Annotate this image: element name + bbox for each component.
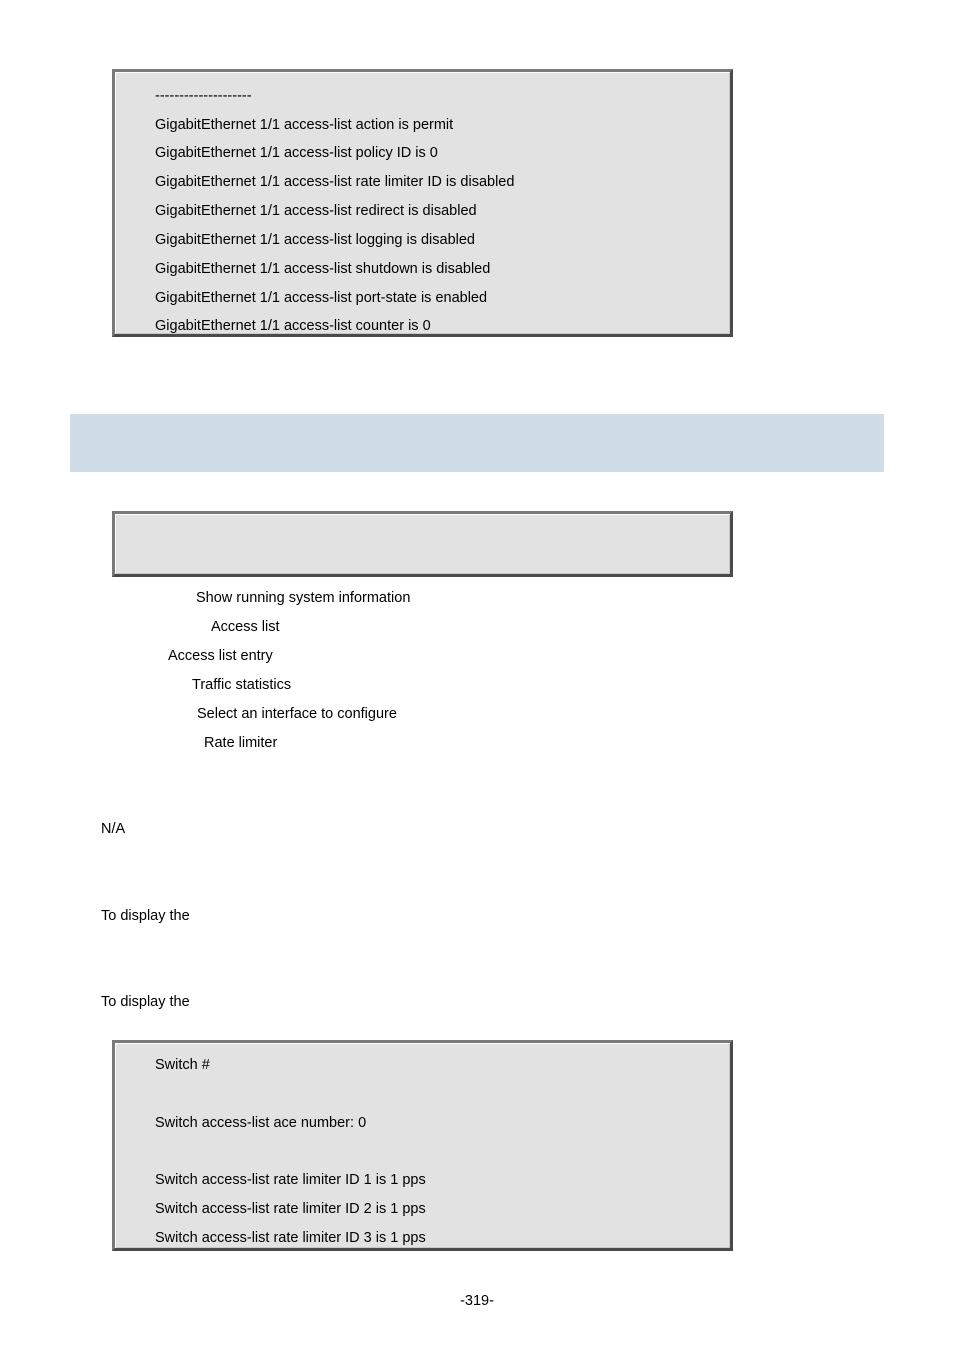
param-description: Traffic statistics (192, 677, 292, 693)
param-description: Show running system information (196, 590, 411, 606)
param-description: Rate limiter (204, 735, 278, 751)
page-number: -319- (460, 1293, 494, 1309)
output-line: GigabitEthernet 1/1 access-list rate limiter ID is disabled (155, 174, 515, 190)
output-box-switch-acl (112, 1040, 733, 1251)
output-line: Switch # (155, 1057, 210, 1073)
output-line: Switch access-list rate limiter ID 1 is 1 pps (155, 1172, 426, 1188)
param-description: Access list (211, 619, 280, 635)
default-value: N/A (101, 821, 126, 837)
param-description: Access list entry (168, 648, 273, 664)
param-description: Select an interface to configure (197, 706, 397, 722)
output-line: GigabitEthernet 1/1 access-list counter is 0 (155, 318, 431, 334)
output-line: GigabitEthernet 1/1 access-list redirect is disabled (155, 203, 477, 219)
output-line: Switch access-list rate limiter ID 3 is 1 pps (155, 1230, 426, 1246)
output-line: Switch access-list rate limiter ID 2 is 1 pps (155, 1201, 426, 1217)
output-line: GigabitEthernet 1/1 access-list policy ID is 0 (155, 145, 438, 161)
output-line: GigabitEthernet 1/1 access-list port-state is enabled (155, 290, 488, 306)
usage-text: To display the (101, 908, 190, 924)
output-line: GigabitEthernet 1/1 access-list action is permit (155, 117, 454, 133)
example-text: To display the (101, 994, 190, 1010)
section-heading-band (70, 414, 884, 472)
command-syntax-box (112, 511, 733, 577)
output-line: -------------------- (155, 88, 252, 104)
output-box-interface-acl (112, 69, 733, 337)
output-line: GigabitEthernet 1/1 access-list shutdown is disabled (155, 261, 491, 277)
output-line: Switch access-list ace number: 0 (155, 1115, 367, 1131)
output-line: GigabitEthernet 1/1 access-list logging is disabled (155, 232, 475, 248)
